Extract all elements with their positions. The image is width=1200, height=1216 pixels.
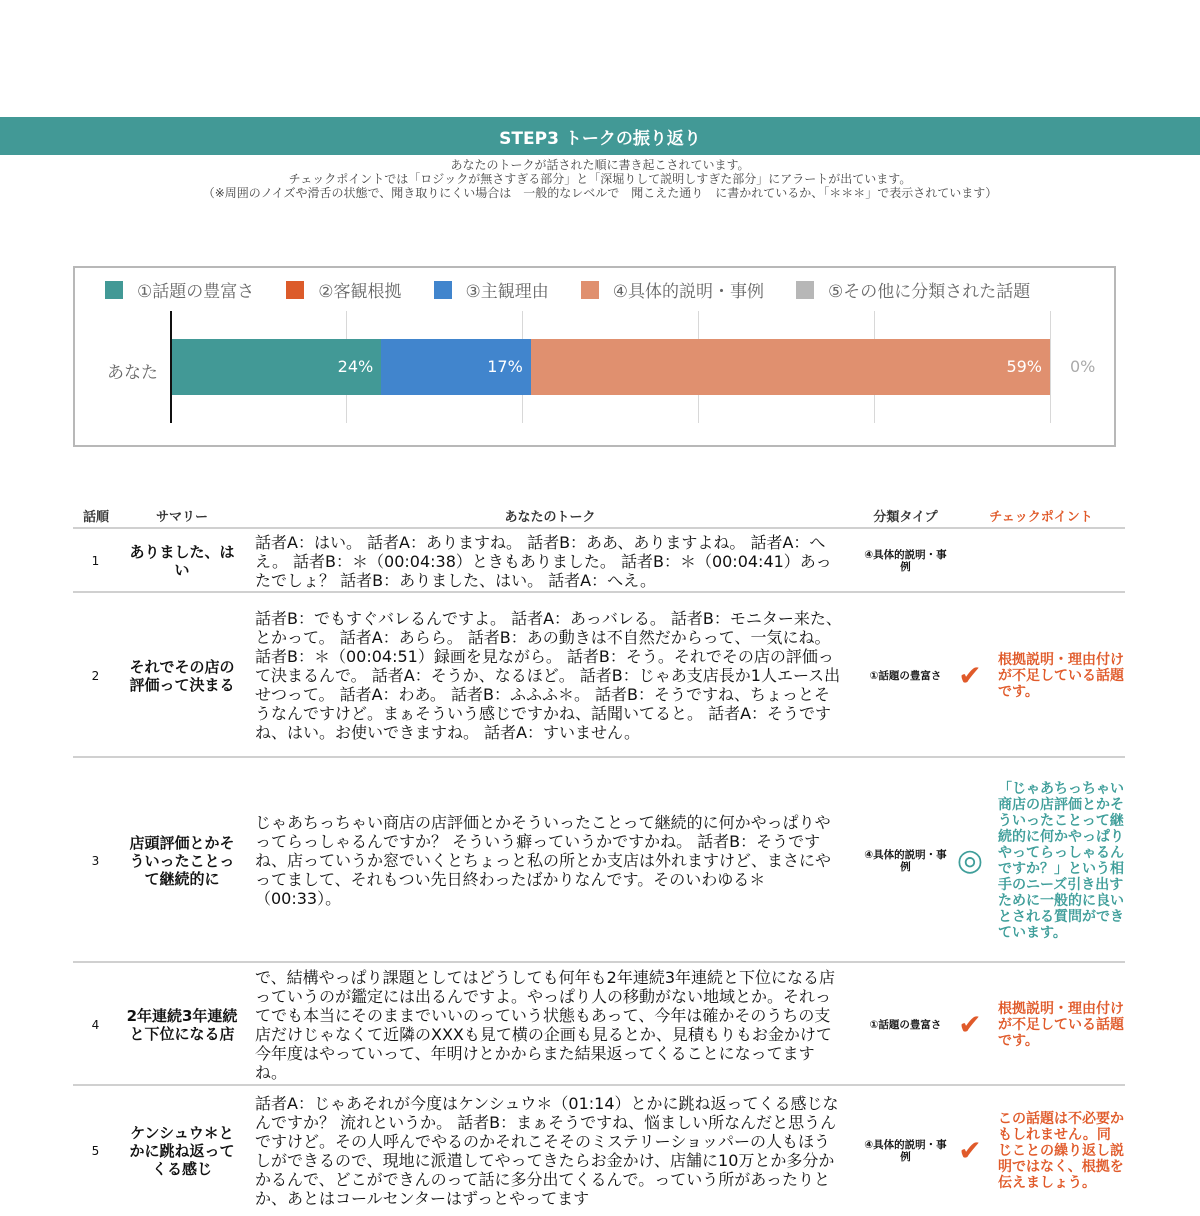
legend-item <box>581 277 764 302</box>
row-type-text: ④具体的説明・事例 <box>864 848 947 873</box>
row-type-text: ④具体的説明・事例 <box>864 1139 947 1163</box>
row-type-text: ①話題の豊富さ <box>869 669 942 682</box>
intro-line: チェックポイントでは「ロジックが無さすぎる部分」と「深堀りして説明しすぎた部分」にアラートが出ています。 <box>288 172 912 186</box>
row-check-comment <box>998 1088 1124 1214</box>
row-number <box>73 760 118 961</box>
header-check: チェックポイント <box>989 510 1093 525</box>
legend-item <box>434 277 549 302</box>
table-row <box>73 591 1125 758</box>
row-number-text: 1 <box>91 554 100 568</box>
legend-item <box>796 277 1030 302</box>
legend-label: ②客観根拠 <box>318 282 402 302</box>
legend-label: ①話題の豊富さ <box>137 282 255 302</box>
table-row <box>73 527 1125 593</box>
row-type <box>863 595 948 756</box>
row-check-comment <box>998 531 1124 591</box>
bar-value-label: 0% <box>1070 357 1096 376</box>
bar-segment <box>531 339 1050 395</box>
row-summary-text: ありました、はい <box>129 543 235 579</box>
check-icon <box>953 965 987 1084</box>
row-summary-text: それでその店の評価って決まる <box>129 657 235 694</box>
row-check-comment <box>998 595 1124 756</box>
row-summary-text: 2年連続3年連続と下位になる店 <box>126 1006 238 1043</box>
category-chart <box>73 266 1116 447</box>
row-type-text: ①話題の豊富さ <box>869 1018 942 1031</box>
row-talk <box>255 965 845 1084</box>
check-icon <box>953 595 987 756</box>
row-check-comment <box>998 965 1124 1084</box>
legend-swatch <box>796 281 814 299</box>
chart-plot <box>170 311 1096 423</box>
legend-swatch <box>581 281 599 299</box>
header-order: 話順 <box>82 510 109 525</box>
row-summary <box>123 1088 241 1214</box>
row-talk-text: で、結構やっぱり課題としてはどうしても何年も2年連続3年連続と下位になる店っていうのが鑑定には出るんですよ。やっぱり人の移動がない地域とか。それってでも本当にそのままでいいのっていう状態もあって、今年は確かそのうちの支店だけじゃなくて近隣のXXXも見て横の企画も見るとか、見積もりもお金かけて今年度はやっていって、年明けとかからまた結果返ってくることになってますね。 <box>255 967 836 1082</box>
double-circle-icon <box>953 760 987 961</box>
row-type <box>863 965 948 1084</box>
row-talk <box>255 531 845 591</box>
row-talk <box>255 595 845 756</box>
header-type: 分類タイプ <box>873 510 938 525</box>
row-number <box>73 965 118 1084</box>
row-type <box>863 1088 948 1214</box>
category-axis <box>170 311 172 423</box>
table-row <box>73 961 1125 1086</box>
intro-line: （※周囲のノイズや滑舌の状態で、聞き取りにくい場合は 一般的なレベルで 聞こえた通り に書かれているか、「＊＊＊」で表示されています） <box>202 186 998 200</box>
legend-label: ④具体的説明・事例 <box>612 282 764 302</box>
check-icon-text: ✔ <box>958 658 982 692</box>
row-type <box>863 531 948 591</box>
legend-swatch <box>105 281 123 299</box>
row-summary-text: 店頭評価とかそういったことって継続的に <box>129 833 235 888</box>
row-number <box>73 1088 118 1214</box>
step-banner <box>0 117 1200 155</box>
mark <box>953 531 987 591</box>
row-talk-text: 話者B：でもすぐバレるんですよ。 話者A：あっバレる。 話者B：モニター来た、とかって。 話者A：あらら。 話者B：あの動きは不自然だからって、一気にね。 話者B：＊（00:04:51）録画を見ながら。 話者B：そう。それでその店の評価って決まるんで。 話者A：そうか、なるほど。 話者B：じゃあ支店長か1人エース出せつって。 話者A：わあ。 話者B：ふふふ＊。 話者B：そうですね、ちょっとそうなんですけど。まぁそういう感じですかね、話聞いてると。 話者A：そうですね、はい。お使いできますね。 話者A：すいません。 <box>255 609 842 742</box>
double-circle-icon-text: ◎ <box>956 842 984 878</box>
row-number-text: 3 <box>91 853 100 868</box>
header-summary: サマリー <box>155 510 208 525</box>
row-summary <box>123 760 241 961</box>
row-number <box>73 531 118 591</box>
row-summary <box>123 965 241 1084</box>
row-number-text: 4 <box>91 1017 100 1032</box>
row-number <box>73 595 118 756</box>
check-icon-text: ✔ <box>958 1007 982 1041</box>
check-icon-text: ✔ <box>958 1134 982 1167</box>
row-check-comment-text: 根拠説明・理由付けが不足している話題です。 <box>998 1000 1124 1049</box>
header-talk: あなたのトーク <box>504 510 596 525</box>
intro-line: あなたのトークが話された順に書き起こされています。 <box>450 158 750 172</box>
legend-label: ⑤その他に分類された話題 <box>828 282 1031 302</box>
bar-value-label: 24% <box>337 357 374 376</box>
row-summary <box>123 595 241 756</box>
page-title: STEP3 トークの振り返り <box>499 128 701 149</box>
legend-swatch <box>286 281 304 299</box>
row-number-text: 2 <box>91 668 100 683</box>
row-summary-text: ケンシュウ＊とかに跳ね返ってくる感じ <box>129 1124 235 1178</box>
table-row <box>73 756 1125 963</box>
row-check-comment <box>998 760 1124 961</box>
row-check-comment-text: 「じゃあちっちゃい商店の店評価とかそういったことって継続的に何かやっぱりやってらっしゃるんですか？」という相手のニーズ引き出すために一般的に良いとされる質問ができています。 <box>998 780 1124 941</box>
row-talk-text: 話者A：じゃあそれが今度はケンシュウ＊（01:14）とかに跳ね返ってくる感じなんですか？ 流れというか。 話者B：まぁそうですね、悩ましい所なんだと思うんですけど。その人呼んでやるのかそれこそそのミステリーショッパーの人もほうしができるので、現地に派遣してやってきたらお金かけ、店舗に10万とか多分かかるんで、どこができんのって話に多分出てくるんで。っていう所があったりとか、あとはコールセンターはずっとやってます <box>255 1094 839 1208</box>
legend-item <box>286 277 401 302</box>
category-label: あなた <box>107 363 158 383</box>
row-type <box>863 760 948 961</box>
row-check-comment-text: 根拠説明・理由付けが不足している話題です。 <box>998 651 1124 700</box>
chart-legend <box>105 277 1062 302</box>
row-talk <box>255 760 845 961</box>
row-number-text: 5 <box>91 1144 100 1158</box>
row-talk-text: 話者A：はい。 話者A：ありますね。 話者B：ああ、ありますよね。 話者A：へえ。 話者B：＊（00:04:38）ときもありました。 話者B：＊（00:04:41）あったでしょ？ 話者B：ありました、はい。 話者A：へえ。 <box>255 532 832 590</box>
row-summary <box>123 531 241 591</box>
row-talk-text: じゃあちっちゃい商店の店評価とかそういったことって継続的に何かやっぱりやってらっしゃるんですか？ そういう癖っていうかですかね。 話者B：そうですね、店っていうか窓でいくとちょっと私の所とか支店は外れますけど、まさにやってまして、それもつい先日終わったばかりなんです。そのいわゆる＊（00:33）。 <box>255 813 832 908</box>
legend-item <box>105 277 254 302</box>
gridline <box>1050 311 1051 423</box>
bar-value-label: 59% <box>1006 357 1042 376</box>
legend-label: ③主観理由 <box>465 282 549 302</box>
intro-text <box>0 158 1200 200</box>
check-icon <box>953 1088 987 1214</box>
row-type-text: ④具体的説明・事例 <box>864 549 947 573</box>
table-row <box>73 1084 1125 1216</box>
row-check-comment-text: この話題は不必要かもしれません。同じことの繰り返し説明ではなく、根拠を伝えましょう。 <box>998 1111 1124 1191</box>
row-talk <box>255 1088 845 1214</box>
legend-swatch <box>434 281 452 299</box>
bar-value-label: 17% <box>487 357 523 376</box>
